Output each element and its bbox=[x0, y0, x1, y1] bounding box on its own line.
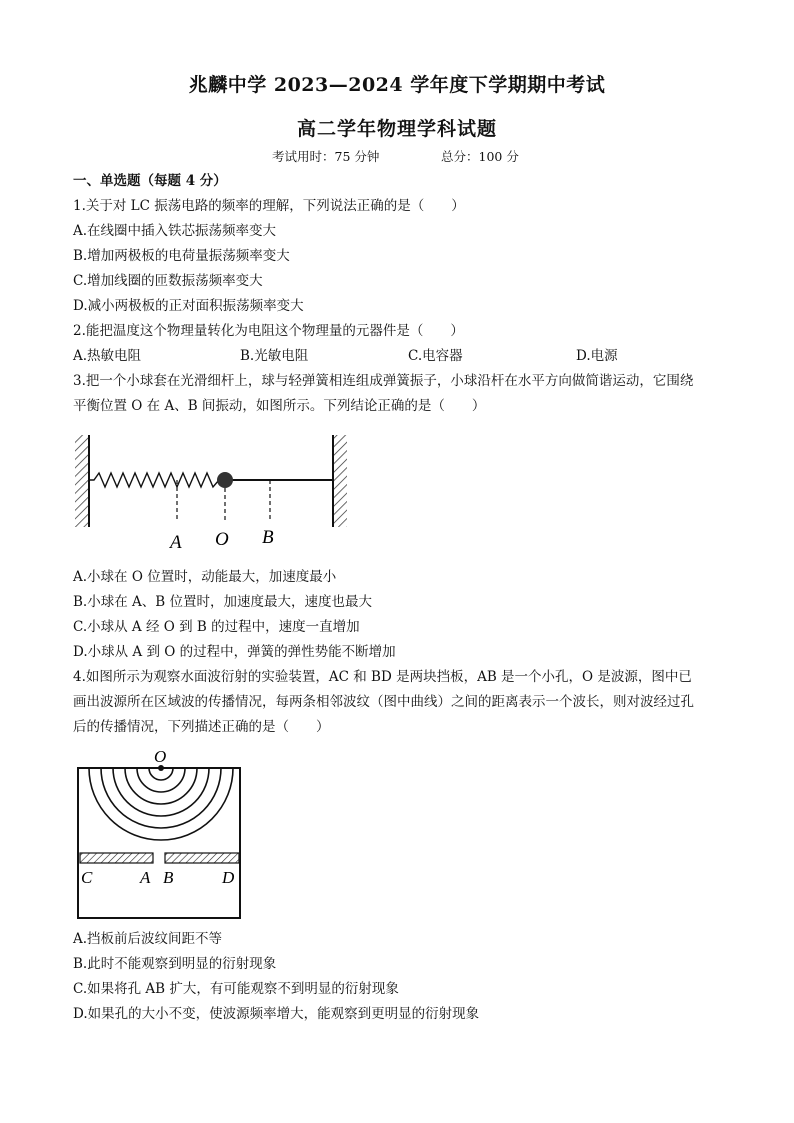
q3-option-b: B.小球在 A、B 位置时，加速度最大，速度也最大 bbox=[73, 594, 372, 610]
q2-option-c: C.电容器 bbox=[408, 348, 463, 364]
label-o: O bbox=[215, 529, 229, 550]
exam-time: 考试用时：75 分钟 bbox=[272, 149, 380, 164]
label-a: A bbox=[170, 532, 182, 553]
q1-option-c: C.增加线圈的匝数振荡频率变大 bbox=[73, 273, 263, 289]
q1-option-b: B.增加两极板的电荷量振荡频率变大 bbox=[73, 248, 290, 264]
section-heading: 一、单选题（每题 4 分） bbox=[73, 173, 227, 189]
exam-score: 总分：100 分 bbox=[441, 149, 519, 164]
barrier-bd bbox=[165, 853, 239, 863]
q4-option-b: B.此时不能观察到明显的衍射现象 bbox=[73, 956, 277, 972]
q2-option-a: A.热敏电阻 bbox=[73, 348, 142, 364]
q3-option-a: A.小球在 O 位置时，动能最大，加速度最小 bbox=[73, 569, 337, 585]
exam-title: 兆麟中学 2023—2024 学年度下学期期中考试 bbox=[188, 74, 606, 96]
q1-option-d: D.减小两极板的正对面积振荡频率变大 bbox=[73, 298, 304, 314]
q3-option-d: D.小球从 A 到 O 的过程中，弹簧的弹性势能不断增加 bbox=[73, 644, 396, 660]
ball bbox=[217, 472, 233, 488]
barrier-ac bbox=[80, 853, 153, 863]
q4-stem-line1: 4.如图所示为观察水面波衍射的实验装置，AC 和 BD 是两块挡板，AB 是一个小孔，O 是波源，图中已 bbox=[73, 669, 692, 685]
wave-diffraction-figure bbox=[70, 745, 250, 925]
q4-stem-line3: 后的传播情况，下列描述正确的是（ ） bbox=[73, 719, 330, 735]
q1-stem: 1.关于对 LC 振荡电路的频率的理解，下列说法正确的是（ ） bbox=[73, 198, 465, 214]
label-o: O bbox=[154, 747, 167, 766]
water-tank bbox=[78, 768, 240, 918]
q1-option-a: A.在线圈中插入铁芯振荡频率变大 bbox=[73, 223, 277, 239]
q4-option-c: C.如果将孔 AB 扩大，有可能观察不到明显的衍射现象 bbox=[73, 981, 399, 997]
q2-stem: 2.能把温度这个物理量转化为电阻这个物理量的元器件是（ ） bbox=[73, 323, 464, 339]
label-b: B bbox=[163, 868, 174, 887]
exam-subtitle: 高二学年物理学科试题 bbox=[296, 118, 497, 140]
q3-stem-line2: 平衡位置 O 在 A、B 间振动，如图所示。下列结论正确的是（ ） bbox=[73, 398, 486, 414]
label-c: C bbox=[81, 868, 93, 887]
label-d: D bbox=[222, 868, 235, 887]
label-b: B bbox=[262, 527, 274, 548]
right-wall bbox=[333, 435, 347, 527]
q2-option-b: B.光敏电阻 bbox=[240, 348, 309, 364]
label-a: A bbox=[140, 868, 151, 887]
q3-option-c: C.小球从 A 经 O 到 B 的过程中，速度一直增加 bbox=[73, 619, 360, 635]
spring-oscillator-figure bbox=[70, 430, 360, 560]
q3-stem-line1: 3.把一个小球套在光滑细杆上，球与轻弹簧相连组成弹簧振子，小球沿杆在水平方向做简谐运动，它围绕 bbox=[73, 373, 694, 389]
q4-option-d: D.如果孔的大小不变，使波源频率增大，能观察到更明显的衍射现象 bbox=[73, 1006, 480, 1022]
q4-stem-line2: 画出波源所在区域波的传播情况，每两条相邻波纹（图中曲线）之间的距离表示一个波长，则对波经过孔 bbox=[73, 694, 694, 710]
left-wall bbox=[75, 435, 89, 527]
q4-option-a: A.挡板前后波纹间距不等 bbox=[73, 931, 223, 947]
spring bbox=[89, 473, 223, 487]
q2-option-d: D.电源 bbox=[576, 348, 618, 364]
